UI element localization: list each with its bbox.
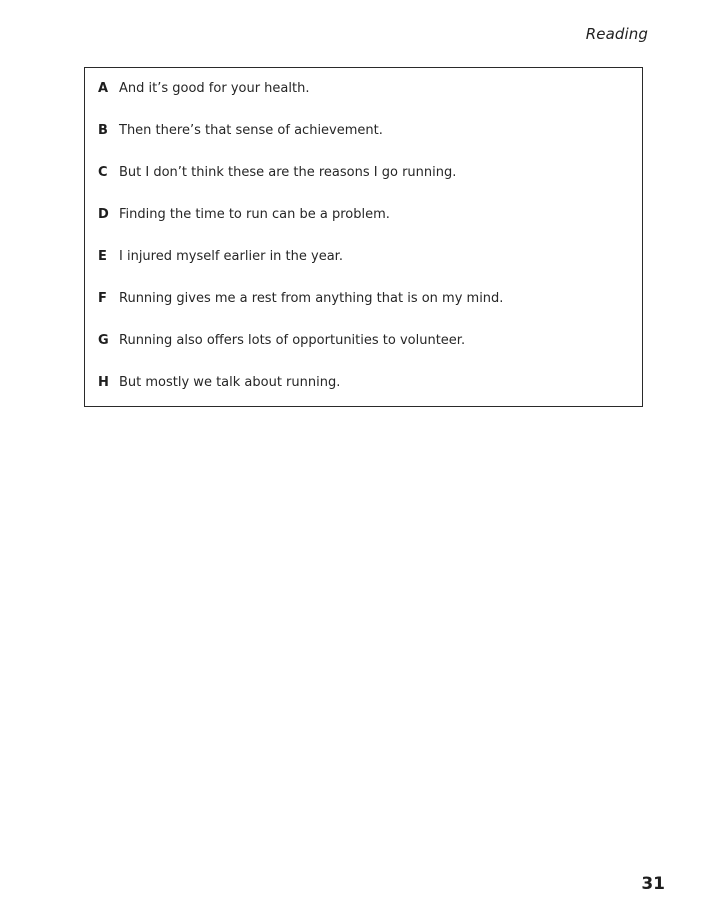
option-letter: D — [98, 206, 109, 222]
option-letter: E — [98, 248, 107, 264]
option-h — [98, 373, 340, 391]
option-text: And it’s good for your health. — [119, 80, 310, 96]
option-letter: G — [98, 332, 109, 348]
option-c — [98, 163, 456, 181]
options-box — [84, 67, 643, 407]
page-number: 31 — [641, 874, 665, 894]
option-letter: H — [98, 374, 109, 390]
option-g — [98, 331, 465, 349]
option-e — [98, 247, 343, 265]
option-d — [98, 205, 390, 223]
option-text: Running gives me a rest from anything that is on my mind. — [119, 290, 504, 306]
option-f — [98, 289, 503, 307]
option-b — [98, 121, 383, 139]
option-letter: A — [98, 80, 109, 96]
section-label: Reading — [585, 25, 648, 43]
option-text: But mostly we talk about running. — [119, 374, 341, 390]
option-text: Finding the time to run can be a problem. — [119, 206, 390, 222]
option-text: I injured myself earlier in the year. — [119, 248, 343, 264]
option-letter: C — [98, 164, 108, 180]
option-a — [98, 79, 309, 97]
option-text: Then there’s that sense of achievement. — [119, 122, 383, 138]
option-letter: B — [98, 122, 108, 138]
option-text: But I don’t think these are the reasons I go running. — [119, 164, 457, 180]
option-text: Running also offers lots of opportunities to volunteer. — [119, 332, 466, 348]
option-letter: F — [98, 290, 107, 306]
